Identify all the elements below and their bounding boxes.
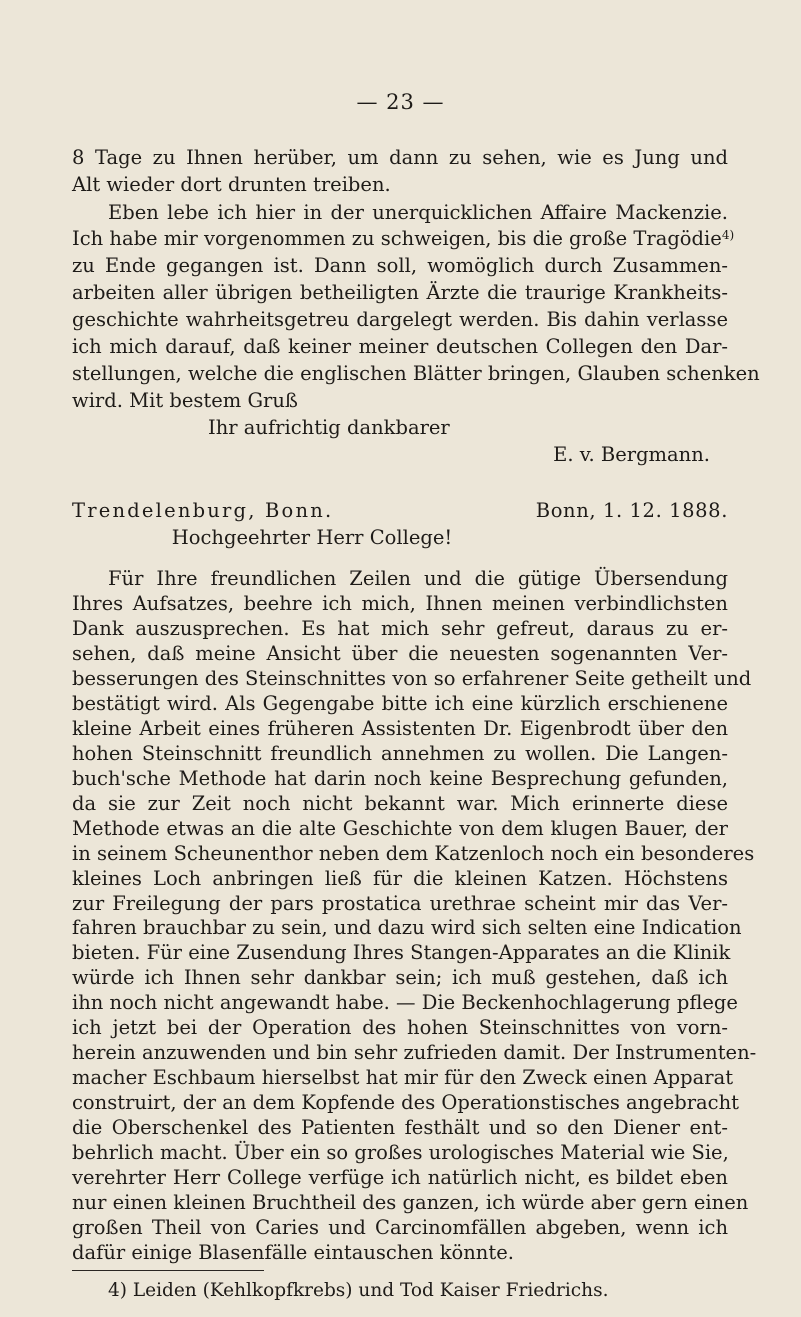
- text-line: hohen Steinschnitt freundlich annehmen zu wollen. Die Langen-: [72, 742, 728, 765]
- letter-signature: E. v. Bergmann.: [553, 443, 710, 466]
- letter-sender: Trendelenburg, Bonn.: [72, 499, 334, 522]
- text-line: dafür einige Blasenfälle eintauschen könnte.: [72, 1241, 514, 1264]
- text-line: zur Freilegung der pars prostatica urethrae scheint mir das Ver-: [72, 892, 728, 915]
- text-line: kleines Loch anbringen ließ für die kleinen Katzen. Höchstens: [72, 867, 728, 890]
- footnote-rule: [72, 1270, 264, 1271]
- text-line: sehen, daß meine Ansicht über die neuesten sogenannten Ver-: [72, 642, 728, 665]
- text-line: Ihres Aufsatzes, beehre ich mich, Ihnen meinen verbindlichsten: [72, 592, 728, 615]
- text-line: großen Theil von Caries und Carcinomfällen abgeben, wenn ich: [72, 1216, 728, 1239]
- text-line: die Oberschenkel des Patienten festhält und so den Diener ent-: [72, 1116, 728, 1139]
- text-line-with-note: [72, 226, 735, 252]
- letter-place-date: Bonn, 1. 12. 1888.: [535, 499, 728, 522]
- text-line: construirt, der an dem Kopfende des Operationstisches angebracht: [72, 1091, 739, 1114]
- text-line: ich mich darauf, daß keiner meiner deutschen Collegen den Dar-: [72, 335, 728, 358]
- text-line: macher Eschbaum hierselbst hat mir für den Zweck einen Apparat: [72, 1066, 734, 1089]
- text-line: fahren brauchbar zu sein, und dazu wird sich selten eine Indication: [72, 916, 742, 939]
- text-line: wird. Mit bestem Gruß: [72, 389, 298, 412]
- text-line: Ich habe mir vorgenommen zu schweigen, bis die große Tragödie: [72, 227, 722, 250]
- text-line: Eben lebe ich hier in der unerquicklichen Affaire Mackenzie.: [108, 201, 728, 224]
- text-line: Dank auszusprechen. Es hat mich sehr gefreut, daraus zu er-: [72, 617, 728, 640]
- text-line: arbeiten aller übrigen betheiligten Ärzte die traurige Krankheits-: [72, 281, 728, 304]
- page-number: — 23 —: [356, 90, 445, 114]
- text-line: ihn noch nicht angewandt habe. — Die Beckenhochlagerung pflege: [72, 991, 738, 1014]
- text-line: buch'sche Methode hat darin noch keine Besprechung gefunden,: [72, 767, 728, 790]
- text-line: kleine Arbeit eines früheren Assistenten Dr. Eigenbrodt über den: [72, 717, 728, 740]
- text-line: herein anzuwenden und bin sehr zufrieden damit. Der Instrumenten-: [72, 1041, 757, 1064]
- text-line: ich jetzt bei der Operation des hohen Steinschnittes von vorn-: [72, 1016, 728, 1039]
- text-line: besserungen des Steinschnittes von so erfahrener Seite getheilt und: [72, 667, 752, 690]
- letter-salutation: Hochgeehrter Herr College!: [171, 526, 453, 549]
- text-line: behrlich macht. Über ein so großes urologisches Material wie Sie,: [72, 1141, 729, 1164]
- text-line: verehrter Herr College verfüge ich natürlich nicht, es bildet eben: [72, 1166, 728, 1189]
- text-line: 8 Tage zu Ihnen herüber, um dann zu sehen, wie es Jung und: [72, 146, 728, 169]
- text-line: Alt wieder dort drunten treiben.: [72, 173, 391, 196]
- text-line: Für Ihre freundlichen Zeilen und die gütige Übersendung: [108, 567, 728, 590]
- text-line: Methode etwas an die alte Geschichte von dem klugen Bauer, der: [72, 817, 728, 840]
- text-line: zu Ende gegangen ist. Dann soll, womöglich durch Zusammen-: [72, 254, 728, 277]
- footnote-reference: 4): [721, 228, 735, 242]
- text-line: würde ich Ihnen sehr dankbar sein; ich muß gestehen, daß ich: [72, 966, 728, 989]
- letter-header: [72, 498, 728, 524]
- text-line: da sie zur Zeit noch nicht bekannt war. Mich erinnerte diese: [72, 792, 728, 815]
- letter-closing: Ihr aufrichtig dankbarer: [208, 416, 450, 439]
- footnote: 4) Leiden (Kehlkopfkrebs) und Tod Kaiser Friedrichs.: [108, 1280, 609, 1301]
- text-line: in seinem Scheunenthor neben dem Katzenloch noch ein besonderes: [72, 842, 755, 865]
- text-line: nur einen kleinen Bruchtheil des ganzen, ich würde aber gern einen: [72, 1191, 749, 1214]
- text-line: bestätigt wird. Als Gegengabe bitte ich eine kürzlich erschienene: [72, 692, 728, 715]
- text-line: geschichte wahrheitsgetreu dargelegt werden. Bis dahin verlasse: [72, 308, 728, 331]
- text-line: stellungen, welche die englischen Blätter bringen, Glauben schenken: [72, 362, 760, 385]
- text-line: bieten. Für eine Zusendung Ihres Stangen-Apparates an die Klinik: [72, 941, 731, 964]
